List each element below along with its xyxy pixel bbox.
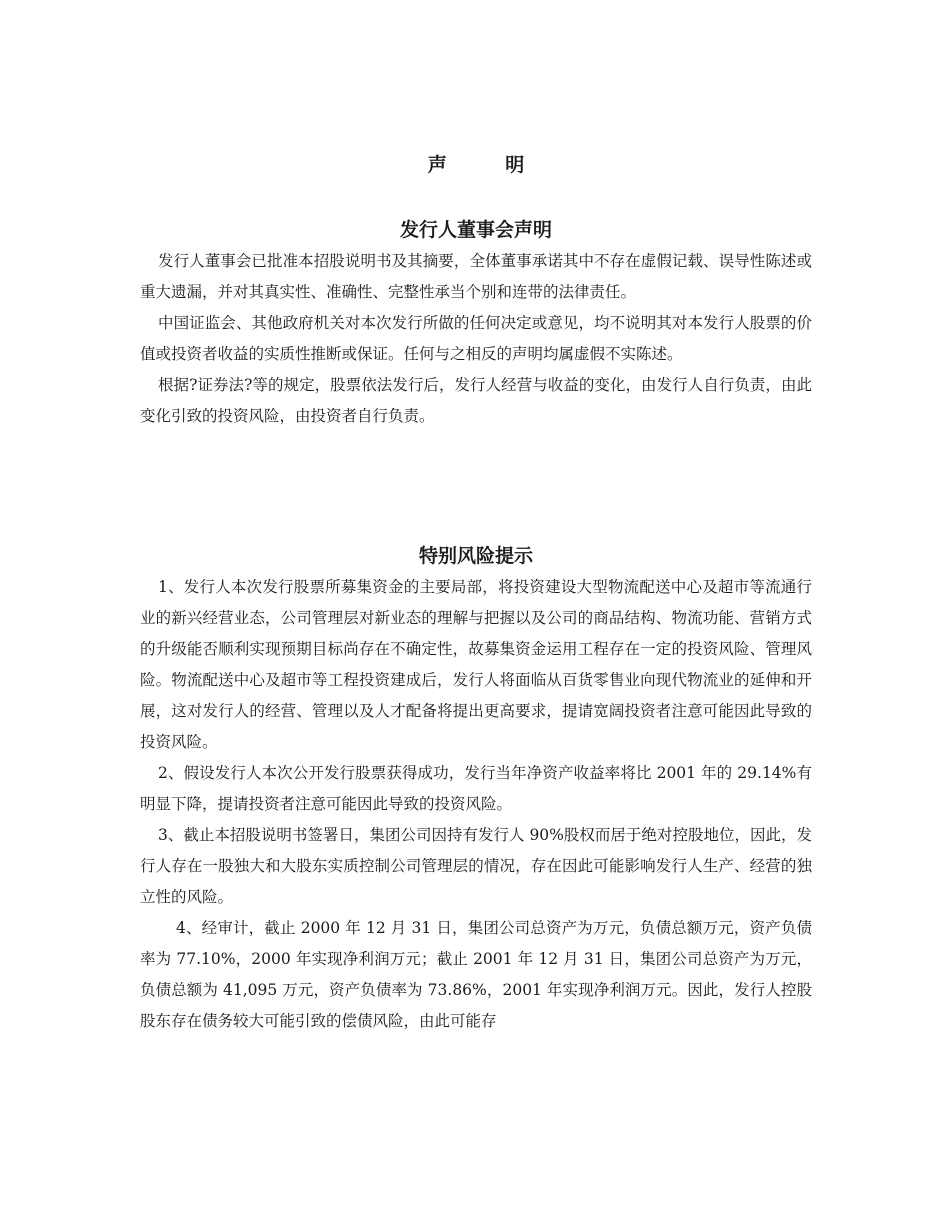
risk-paragraph-3: 3、截止本招股说明书签署日，集团公司因持有发行人 90%股权而居于绝对控股地位，因此，发行人存在一股独大和大股东实质控制公司管理层的情况，存在因此可能影响发行人生产、经营的独立性的风险。 <box>140 826 812 906</box>
board-paragraph-2: 中国证监会、其他政府机关对本次发行所做的任何决定或意见，均不说明其对本发行人股票的价值或投资者收益的实质性推断或保证。任何与之相反的声明均属虚假不实陈述。 <box>140 314 812 363</box>
risk-paragraph-1: 1、发行人本次发行股票所募集资金的主要局部，将投资建设大型物流配送中心及超市等流通行业的新兴经营业态，公司管理层对新业态的理解与把握以及公司的商品结构、物流功能、营销方式的升级能否顺利实现预期目标尚存在不确定性，故募集资金运用工程存在一定的投资风险、管理风险。物流配送中心及超市等工程投资建成后，发行人将面临从百货零售业向现代物流业的延伸和开展，这对发行人的经营、管理以及人才配备将提出更高要求，提请宽阔投资者注意可能因此导致的投资风险。 <box>140 578 812 751</box>
page-title: 声 明 <box>427 154 551 176</box>
board-paragraph-1: 发行人董事会已批准本招股说明书及其摘要，全体董事承诺其中不存在虚假记载、误导性陈述或重大遗漏，并对其真实性、准确性、完整性承当个别和连带的法律责任。 <box>140 252 812 301</box>
risk-notice-heading: 特别风险提示 <box>418 545 533 567</box>
risk-paragraph-4: 4、经审计，截止 2000 年 12 月 31 日，集团公司总资产为万元，负债总额万元，资产负债率为 77.10%，2000 年实现净利润万元；截止 2001 年 12 月 31 日，集团公司总资产为万元，负债总额为 41,095 万元，资产负债率为 73.86%，2001 年实现净利润万元。因此，发行人控股股东存在债务较大可能引致的偿债风险，由此可能存 <box>140 919 812 1030</box>
board-declaration-section <box>140 214 812 432</box>
board-paragraph-3: 根据?证券法?等的规定，股票依法发行后，发行人经营与收益的变化，由发行人自行负责，由此变化引致的投资风险，由投资者自行负责。 <box>140 376 812 425</box>
risk-notice-section <box>140 540 812 1037</box>
board-declaration-heading: 发行人董事会声明 <box>399 219 552 241</box>
risk-paragraph-2: 2、假设发行人本次公开发行股票获得成功，发行当年净资产收益率将比 2001 年的 29.14%有明显下降，提请投资者注意可能因此导致的投资风险。 <box>140 764 812 813</box>
